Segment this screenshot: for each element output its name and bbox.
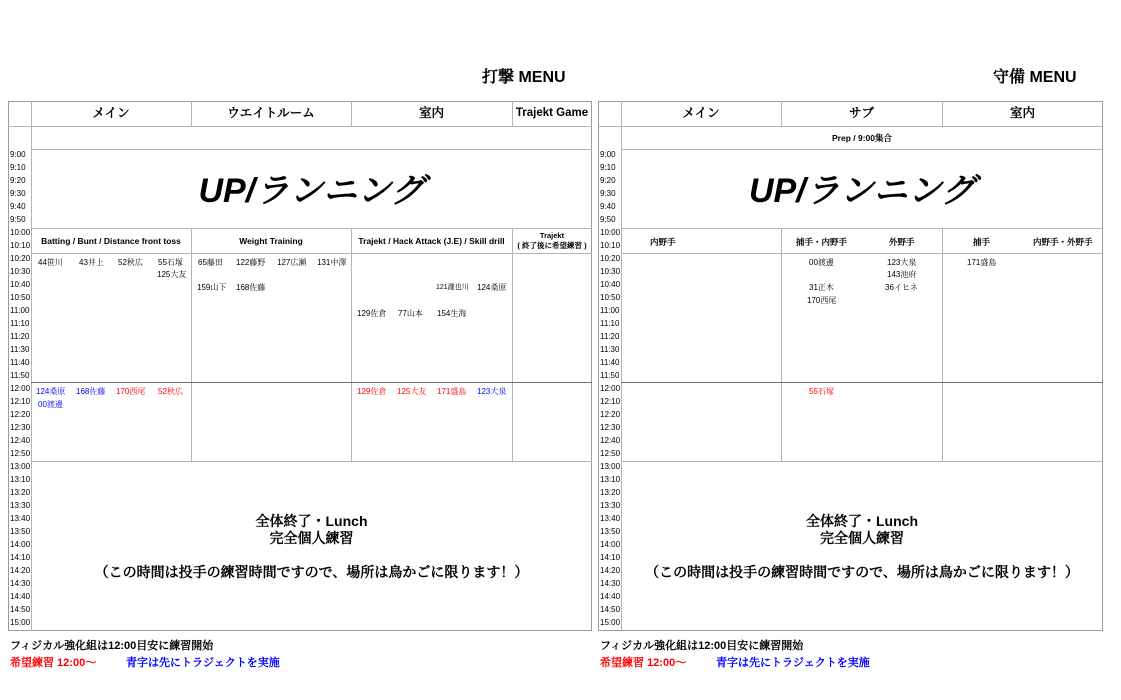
time-label: 10:20 <box>10 254 31 263</box>
time-label: 12:10 <box>600 397 621 406</box>
player-name: 168佐藤 <box>76 387 106 396</box>
grid-line <box>351 228 352 461</box>
time-label: 13:00 <box>600 462 621 471</box>
player-name: 170西尾 <box>807 296 837 305</box>
time-label: 14:20 <box>10 566 31 575</box>
time-label: 11:50 <box>10 371 30 380</box>
subheader-trajekt-drill: Trajekt / Hack Attack (J.E) / Skill drill <box>358 236 505 246</box>
footer-optional-practice: 希望練習 12:00〜 <box>10 657 97 669</box>
time-label: 11:00 <box>10 306 30 315</box>
player-name: 154生海 <box>437 309 467 318</box>
time-label: 11:20 <box>600 332 620 341</box>
player-name: 129佐倉 <box>357 387 387 396</box>
time-label: 13:20 <box>10 488 31 497</box>
time-label: 15:00 <box>600 618 621 627</box>
time-label: 14:30 <box>600 579 621 588</box>
up-running-label: UP/ランニング <box>198 172 425 210</box>
time-label: 12:40 <box>600 436 621 445</box>
subheader-infielder-outfielder: 内野手・外野手 <box>1033 237 1093 247</box>
up-running-label: UP/ランニング <box>749 172 975 210</box>
batting-menu-title: 打撃 MENU <box>482 69 566 86</box>
time-label: 11:00 <box>600 306 620 315</box>
subheader-trajekt-note: ( 終了後に希望練習 ) <box>517 241 587 250</box>
subheader-weight-training: Weight Training <box>239 236 303 246</box>
time-label: 12:30 <box>600 423 621 432</box>
free-practice-label: 完全個人練習 <box>820 530 904 546</box>
grid-line <box>191 228 192 461</box>
time-label: 9:10 <box>10 163 26 172</box>
grid-line <box>942 228 943 461</box>
player-name: 159山下 <box>197 283 227 292</box>
player-name: 125大友 <box>397 387 427 396</box>
time-label: 14:50 <box>10 605 31 614</box>
time-label: 14:40 <box>600 592 621 601</box>
column-header-main: メイン <box>92 106 130 120</box>
time-label: 11:20 <box>10 332 30 341</box>
time-label: 10:50 <box>600 293 621 302</box>
player-name: 00渡邊 <box>38 400 63 409</box>
player-name: 124桑原 <box>36 387 66 396</box>
player-name: 127広瀬 <box>277 258 307 267</box>
player-name: 171盛島 <box>437 387 467 396</box>
player-name: 125大友 <box>157 270 187 279</box>
time-label: 10:40 <box>10 280 31 289</box>
footer-blue-note: 青字は先にトラジェクトを実施 <box>716 657 870 669</box>
player-name: 123大泉 <box>887 258 917 267</box>
footer-optional-practice: 希望練習 12:00〜 <box>600 657 687 669</box>
time-label: 10:00 <box>10 228 31 237</box>
grid-line <box>8 126 592 127</box>
lunch-label: 全体終了・Lunch <box>806 513 918 529</box>
player-name: 121瀧也川 <box>436 284 469 291</box>
grid-line <box>621 149 1103 150</box>
time-label: 13:50 <box>600 527 621 536</box>
player-name: 171盛島 <box>967 258 997 267</box>
time-label: 9:20 <box>10 176 26 185</box>
time-label: 13:00 <box>10 462 31 471</box>
time-label: 9:50 <box>10 215 26 224</box>
column-header-sub: サブ <box>848 106 874 120</box>
subheader-batting: Batting / Bunt / Distance front toss <box>41 236 181 246</box>
grid-line <box>621 253 1103 254</box>
time-label: 13:20 <box>600 488 621 497</box>
subheader-outfielder: 外野手 <box>889 237 915 247</box>
player-name: 123大泉 <box>477 387 507 396</box>
pitcher-note: （この時間は投手の練習時間ですので、場所は鳥かごに限ります！） <box>94 564 529 580</box>
player-name: 143池府 <box>887 270 917 279</box>
player-name: 170西尾 <box>116 387 146 396</box>
subheader-infielder: 内野手 <box>650 237 676 247</box>
grid-line <box>31 461 592 462</box>
time-label: 11:30 <box>10 345 30 354</box>
column-header-weight-room: ウエイトルーム <box>227 106 315 120</box>
grid-line <box>512 228 513 461</box>
player-name: 124桑原 <box>477 283 507 292</box>
time-label: 10:30 <box>10 267 31 276</box>
player-name: 43井上 <box>79 258 104 267</box>
time-label: 14:50 <box>600 605 621 614</box>
player-name: 168佐藤 <box>236 283 266 292</box>
time-label: 9:00 <box>600 150 616 159</box>
time-label: 9:40 <box>10 202 26 211</box>
time-label: 11:30 <box>600 345 620 354</box>
time-label: 10:20 <box>600 254 621 263</box>
column-header-main: メイン <box>682 106 720 120</box>
grid-line <box>621 228 1103 229</box>
time-label: 11:10 <box>600 319 620 328</box>
prep-label: Prep / 9:00集合 <box>832 133 892 143</box>
player-name: 36イヒネ <box>885 283 918 292</box>
time-label: 11:10 <box>10 319 30 328</box>
subheader-catcher-infielder: 捕手・内野手 <box>796 237 848 247</box>
grid-line <box>31 382 592 383</box>
time-label: 12:00 <box>10 384 31 393</box>
time-label: 14:00 <box>10 540 31 549</box>
free-practice-label: 完全個人練習 <box>269 530 354 546</box>
time-label: 13:40 <box>600 514 621 523</box>
time-label: 12:20 <box>600 410 621 419</box>
time-label: 9:30 <box>600 189 616 198</box>
time-label: 14:10 <box>10 553 31 562</box>
player-name: 55石塚 <box>809 387 834 396</box>
player-name: 00渡邊 <box>809 258 834 267</box>
time-label: 13:10 <box>10 475 31 484</box>
time-label: 12:20 <box>10 410 31 419</box>
time-label: 10:10 <box>10 241 31 250</box>
time-label: 14:30 <box>10 579 31 588</box>
column-header-trajekt-game: Trajekt Game <box>515 107 589 119</box>
lunch-label: 全体終了・Lunch <box>255 513 368 529</box>
grid-line <box>598 126 1103 127</box>
grid-line <box>781 228 782 461</box>
time-label: 12:40 <box>10 436 31 445</box>
time-label: 14:10 <box>600 553 621 562</box>
player-name: 31正木 <box>809 283 834 292</box>
grid-line <box>31 228 592 229</box>
footer-physical-note: フィジカル強化組は12:00目安に練習開始 <box>600 640 804 652</box>
time-label: 11:50 <box>600 371 620 380</box>
pitcher-note: （この時間は投手の練習時間ですので、場所は鳥かごに限ります！） <box>645 564 1079 580</box>
time-label: 14:40 <box>10 592 31 601</box>
grid-line <box>621 382 1103 383</box>
player-name: 131中澤 <box>317 258 347 267</box>
time-label: 13:50 <box>10 527 31 536</box>
column-header-indoor: 室内 <box>418 106 444 120</box>
time-label: 9:10 <box>600 163 616 172</box>
player-name: 122藤野 <box>236 258 266 267</box>
footer-blue-note: 青字は先にトラジェクトを実施 <box>126 657 280 669</box>
subheader-catcher: 捕手 <box>973 237 991 247</box>
time-label: 13:30 <box>600 501 621 510</box>
time-label: 11:40 <box>600 358 620 367</box>
time-label: 12:50 <box>600 449 621 458</box>
player-name: 52秋広 <box>158 387 183 396</box>
time-label: 12:10 <box>10 397 31 406</box>
time-label: 9:30 <box>10 189 26 198</box>
time-label: 9:20 <box>600 176 616 185</box>
footer-physical-note: フィジカル強化組は12:00目安に練習開始 <box>10 640 214 652</box>
time-label: 9:00 <box>10 150 26 159</box>
time-label: 10:10 <box>600 241 621 250</box>
time-label: 9:40 <box>600 202 616 211</box>
time-label: 10:30 <box>600 267 621 276</box>
time-label: 13:10 <box>600 475 621 484</box>
time-label: 15:00 <box>10 618 31 627</box>
fielding-menu-title: 守備 MENU <box>993 69 1077 86</box>
time-label: 13:40 <box>10 514 31 523</box>
player-name: 129佐倉 <box>357 309 387 318</box>
grid-line <box>31 253 592 254</box>
time-label: 12:50 <box>10 449 31 458</box>
column-header-indoor: 室内 <box>1009 106 1035 120</box>
time-label: 13:30 <box>10 501 31 510</box>
player-name: 55石塚 <box>158 258 183 267</box>
time-label: 14:00 <box>600 540 621 549</box>
time-label: 14:20 <box>600 566 621 575</box>
subheader-trajekt: Trajekt <box>539 231 565 240</box>
time-label: 12:00 <box>600 384 621 393</box>
time-label: 9:50 <box>600 215 616 224</box>
time-label: 10:40 <box>600 280 621 289</box>
time-label: 10:50 <box>10 293 31 302</box>
player-name: 77山本 <box>398 309 423 318</box>
grid-line <box>621 461 1103 462</box>
grid-line <box>31 149 592 150</box>
player-name: 65藤田 <box>198 258 223 267</box>
time-label: 11:40 <box>10 358 30 367</box>
time-label: 10:00 <box>600 228 621 237</box>
player-name: 44笹川 <box>38 258 63 267</box>
player-name: 52秋広 <box>118 258 143 267</box>
time-label: 12:30 <box>10 423 31 432</box>
